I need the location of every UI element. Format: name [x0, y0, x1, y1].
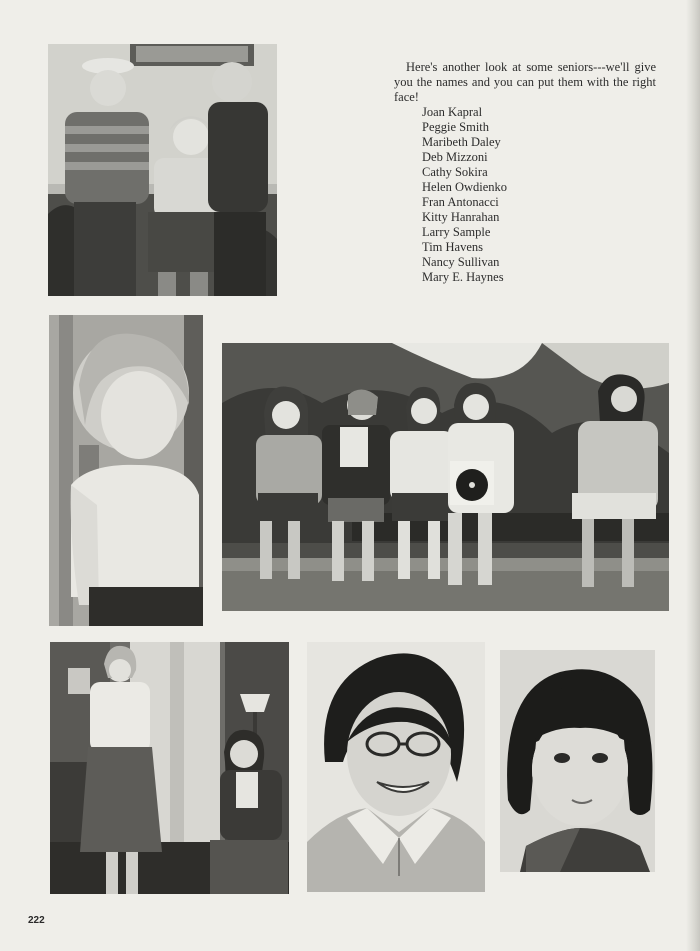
- page-edge-shadow: [686, 0, 700, 951]
- photo-toddler-curly-hair: [49, 315, 203, 626]
- list-item: Larry Sample: [422, 225, 491, 239]
- photo-portrait-child-bangs: [500, 650, 655, 872]
- list-item: Nancy Sullivan: [422, 255, 500, 269]
- photo-three-children: [48, 44, 277, 296]
- senior-names-list: [394, 105, 656, 285]
- list-item: Joan Kapral: [422, 105, 483, 119]
- caption-block: [394, 60, 656, 285]
- list-item: Mary E. Haynes: [422, 270, 504, 284]
- caption-intro: Here's another look at some seniors---we'll give you the names and you can put them with the right face!: [394, 60, 656, 104]
- list-item: Tim Havens: [422, 240, 484, 254]
- page-number: 222: [28, 915, 45, 926]
- list-item: Deb Mizzoni: [422, 150, 488, 164]
- photo-girls-living-room: [50, 642, 289, 894]
- list-item: Maribeth Daley: [422, 135, 501, 149]
- list-item: Peggie Smith: [422, 120, 490, 134]
- list-item: Kitty Hanrahan: [422, 210, 500, 224]
- list-item: Fran Antonacci: [422, 195, 499, 209]
- list-item: Helen Owdienko: [422, 180, 508, 194]
- photo-girls-on-bench: [222, 343, 669, 611]
- photo-portrait-girl-glasses: [307, 642, 485, 892]
- list-item: Cathy Sokira: [422, 165, 488, 179]
